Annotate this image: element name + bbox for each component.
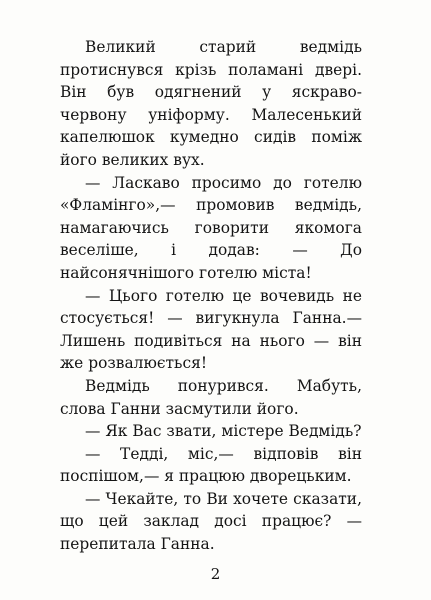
paragraph: — Чекайте, то Ви хочете сказати, що цей заклад досі працює? — перепитала Ганна. — [60, 489, 362, 554]
paragraph: — Як Вас звати, містере Ведмідь? — [85, 422, 362, 441]
page-number: 2 — [210, 565, 221, 583]
body-text — [60, 36, 362, 556]
paragraph: — Цього готелю це вочевидь не стосується! — вигукнула Ганна.— Лишень подивіться на нього — він же розвалюється! — [60, 286, 362, 373]
paragraph: — Тедді, міс,— відповів він поспішом,— я працюю дворецьким. — [60, 444, 362, 486]
paragraph: — Ласкаво просимо до готелю «Фламінго»,— промовив ведмідь, намагаючись говорити якомога веселіше, і додав: — До найсонячнішого готелю міста! — [60, 173, 362, 282]
paragraph: Ведмідь понурився. Мабуть, слова Ганни засмутили його. — [60, 376, 362, 418]
paragraph: Великий старий ведмідь протиснувся крізь поламані двері. Він був одягнений у яскраво-червону уніформу. Малесенький капелюшок кумедно сидів поміж його великих вух. — [60, 38, 362, 169]
